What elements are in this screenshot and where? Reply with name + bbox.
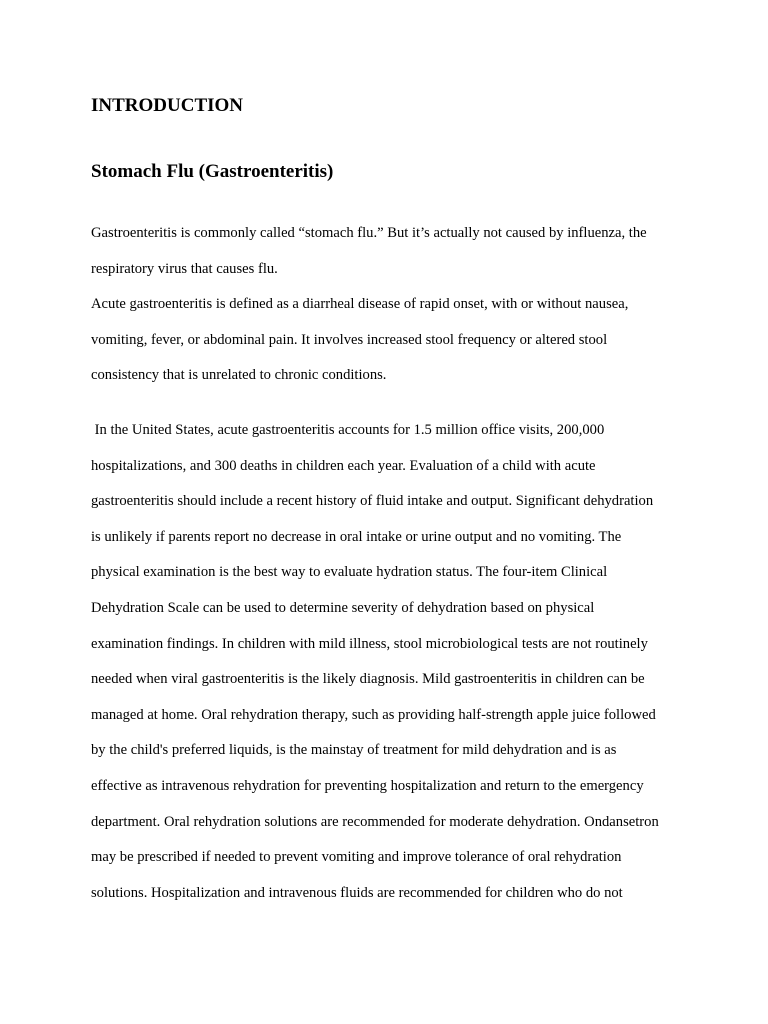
text-line: hospitalizations, and 300 deaths in children each year. Evaluation of a child with acute bbox=[91, 457, 596, 474]
text-line: consistency that is unrelated to chronic conditions. bbox=[91, 367, 387, 384]
text-line: Gastroenteritis is commonly called “stomach flu.” But it’s actually not caused by influenza, the bbox=[91, 225, 647, 241]
text-line: physical examination is the best way to evaluate hydration status. The four-item Clinical bbox=[91, 564, 608, 581]
text-line: respiratory virus that causes flu. bbox=[91, 260, 278, 277]
text-line: Acute gastroenteritis is defined as a diarrheal disease of rapid onset, with or without nausea, bbox=[91, 296, 629, 313]
text-line: managed at home. Oral rehydration therapy, such as providing half-strength apple juice followed bbox=[91, 706, 656, 723]
section-title: Stomach Flu (Gastroenteritis) bbox=[91, 161, 334, 182]
text-line: vomiting, fever, or abdominal pain. It involves increased stool frequency or altered stool bbox=[91, 331, 608, 348]
text-line: examination findings. In children with mild illness, stool microbiological tests are not routinely bbox=[91, 635, 648, 652]
text-line: may be prescribed if needed to prevent vomiting and improve tolerance of oral rehydration bbox=[91, 849, 622, 866]
text-line: is unlikely if parents report no decrease in oral intake or urine output and no vomiting. The bbox=[91, 528, 622, 545]
text-line: solutions. Hospitalization and intravenous fluids are recommended for children who do not bbox=[91, 884, 623, 901]
text-line: effective as intravenous rehydration for preventing hospitalization and return to the emergency bbox=[91, 777, 644, 794]
text-line: Dehydration Scale can be used to determine severity of dehydration based on physical bbox=[91, 599, 595, 616]
text-line: by the child's preferred liquids, is the mainstay of treatment for mild dehydration and is as bbox=[91, 742, 617, 759]
paragraph-epidemiology bbox=[91, 413, 691, 911]
text-line: needed when viral gastroenteritis is the likely diagnosis. Mild gastroenteritis in children can be bbox=[91, 671, 645, 688]
text-line: gastroenteritis should include a recent history of fluid intake and output. Significant dehydration bbox=[91, 493, 654, 510]
text-line: In the United States, acute gastroenteritis accounts for 1.5 million office visits, 200,000 bbox=[91, 422, 605, 438]
paragraph-definition bbox=[91, 216, 691, 394]
page-title: INTRODUCTION bbox=[91, 95, 244, 116]
text-line: department. Oral rehydration solutions are recommended for moderate dehydration. Ondansetron bbox=[91, 813, 659, 830]
